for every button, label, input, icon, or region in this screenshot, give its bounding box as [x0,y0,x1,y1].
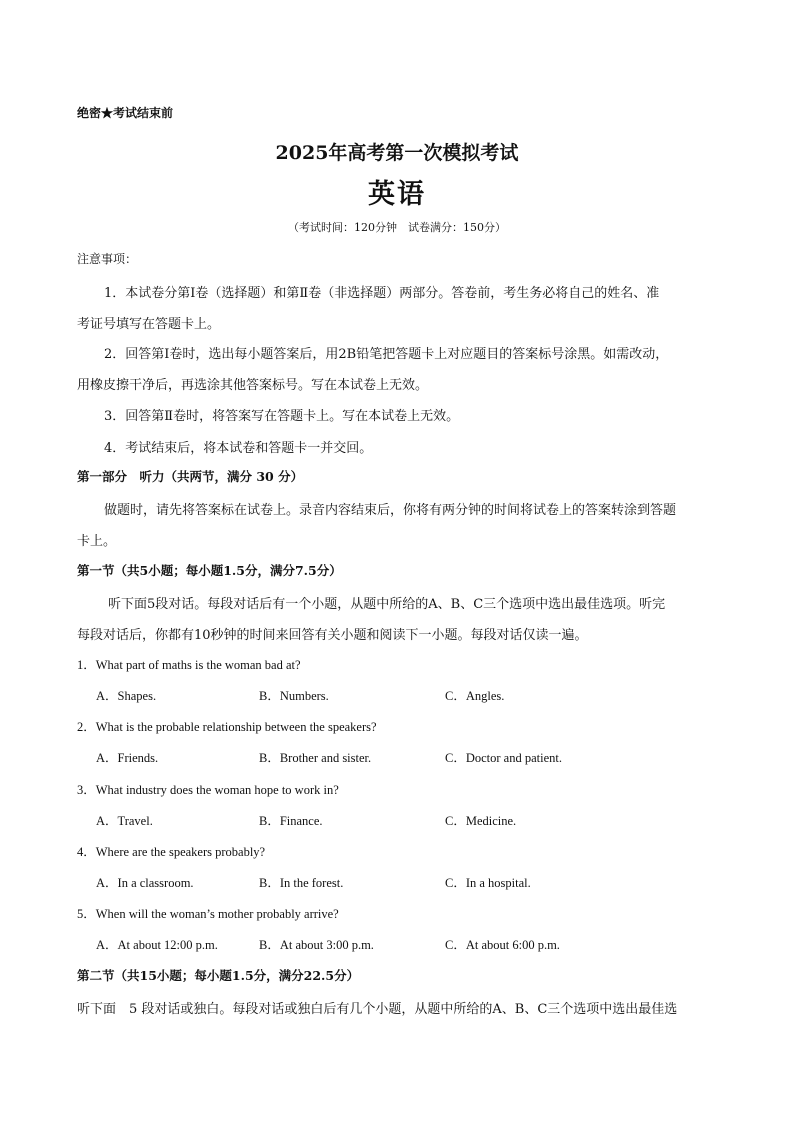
option-a: A．Travel. [96,814,153,828]
confidential-label: 绝密★考试结束前 [77,106,174,120]
option-c: C．In a hospital. [445,876,531,890]
section1-heading: 第一节（共5小题；每小题1.5分，满分7.5分） [77,563,342,578]
option-b: B．Numbers. [259,689,329,703]
option-a: A．At about 12:00 p.m. [96,938,218,952]
section2-intro: 听下面 5 段对话或独白。每段对话或独白后有几个小题，从题中所给的A、B、C三个选项中选出最佳选 [77,1002,678,1017]
option-a: A．Shapes. [96,689,157,703]
note-line: 4．考试结束后，将本试卷和答题卡一并交回。 [104,441,373,456]
option-a: A．Friends. [96,751,159,765]
exam-info: （考试时间：120分钟 试卷满分：150分） [288,221,506,234]
option-b: B．In the forest. [259,876,344,890]
section1-intro: 每段对话后，你都有10秒钟的时间来回答有关小题和阅读下一小题。每段对话仅读一遍。 [77,628,588,643]
question-stem: 4．Where are the speakers probably? [77,845,266,859]
note-line: 3．回答第Ⅱ卷时，将答案写在答题卡上。写在本试卷上无效。 [104,409,460,424]
question-stem: 2．What is the probable relationship between the speakers? [77,720,377,734]
option-a: A．In a classroom. [96,876,194,890]
question-stem: 5．When will the woman’s mother probably arrive? [77,907,339,921]
option-c: C．At about 6:00 p.m. [445,938,560,952]
part1-intro: 卡上。 [77,534,117,549]
option-c: C．Doctor and patient. [445,751,562,765]
option-b: B．At about 3:00 p.m. [259,938,374,952]
subject-title: 英语 [368,179,426,210]
part1-intro: 做题时，请先将答案标在试卷上。录音内容结束后，你将有两分钟的时间将试卷上的答案转涂到答题 [104,503,677,518]
part1-heading: 第一部分 听力（共两节，满分 30 分） [77,469,304,484]
exam-title: 2025年高考第一次模拟考试 [275,142,519,164]
note-line: 考证号填写在答题卡上。 [77,317,221,332]
notes-heading: 注意事项： [77,252,138,266]
option-b: B．Brother and sister. [259,751,372,765]
note-line: 1．本试卷分第Ⅰ卷（选择题）和第Ⅱ卷（非选择题）两部分。答卷前，考生务必将自己的姓名、准 [104,286,660,301]
option-b: B．Finance. [259,814,323,828]
section1-intro: 听下面5段对话。每段对话后有一个小题，从题中所给的A、B、C三个选项中选出最佳选项。听完 [108,597,666,612]
question-stem: 3．What industry does the woman hope to work in? [77,783,339,797]
option-c: C．Angles. [445,689,505,703]
note-line: 用橡皮擦干净后，再选涂其他答案标号。写在本试卷上无效。 [77,378,429,393]
question-stem: 1．What part of maths is the woman bad at? [77,658,301,672]
note-line: 2．回答第Ⅰ卷时，选出每小题答案后，用2B铅笔把答题卡上对应题目的答案标号涂黑。如需改动， [104,347,669,362]
section2-heading: 第二节（共15小题；每小题1.5分，满分22.5分） [77,968,360,983]
option-c: C．Medicine. [445,814,517,828]
